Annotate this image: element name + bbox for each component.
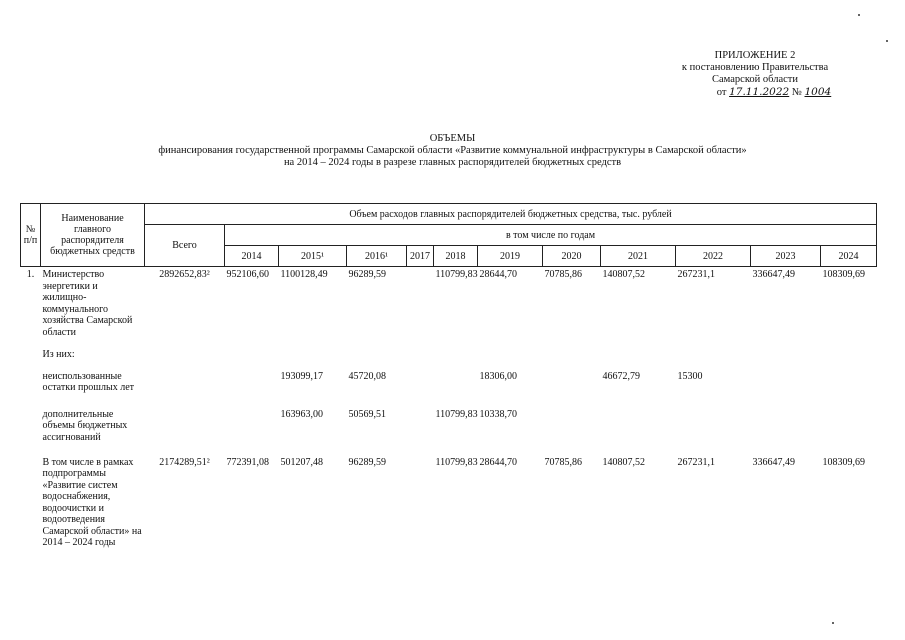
title-line-1: финансирования государственной программы Самарской области «Развитие коммунальной инфраструктуры в Самарской области» <box>158 145 747 156</box>
decree-number: 1004 <box>804 86 832 98</box>
header-num: № п/п <box>21 204 41 267</box>
row-value: 110799,83 <box>435 408 478 420</box>
row-value: 28644,70 <box>479 269 517 280</box>
appendix-block <box>640 50 870 99</box>
row-value: 108309,69 <box>822 456 865 468</box>
row-value: 15300 <box>677 370 703 382</box>
row-num <box>21 369 41 407</box>
row-value: 110799,83 <box>435 269 478 280</box>
row-value <box>676 407 751 455</box>
row-value <box>676 347 751 369</box>
row-value <box>751 407 821 455</box>
row-value: 336647,49 <box>752 456 795 468</box>
header-name: Наименование главного распорядителя бюджетных средств <box>41 204 145 267</box>
row-value: 336647,49 <box>752 269 795 280</box>
appendix-date-line <box>640 86 870 99</box>
row-value <box>225 369 279 407</box>
header-row-2 <box>21 225 877 246</box>
row-value <box>821 347 877 369</box>
row-value <box>821 369 877 407</box>
row-total <box>145 369 225 407</box>
row-value <box>751 347 821 369</box>
header-total: Всего <box>145 225 225 267</box>
row-value <box>347 347 407 369</box>
row-value <box>751 369 821 407</box>
row-value: 952106,60 <box>226 269 269 280</box>
year-header: 2015¹ <box>279 246 347 267</box>
year-header: 2023 <box>751 246 821 267</box>
row-total: 2892652,83² <box>159 269 210 280</box>
header-volume: Объем расходов главных распорядителей бюджетных средства, тыс. рублей <box>145 204 877 225</box>
row-value <box>279 347 347 369</box>
row-value <box>478 347 543 369</box>
row-name: В том числе в рамках подпрограммы «Развитие систем водоснабжения, водоочистки и водоотведения Самарской области» на 2014 – 2024 годы <box>42 456 142 548</box>
row-value <box>601 347 676 369</box>
table-row <box>21 347 877 369</box>
row-value: 50569,51 <box>348 408 386 420</box>
decree-date: 17.11.2022 <box>729 86 790 98</box>
row-value: 70785,86 <box>544 456 582 468</box>
row-value: 267231,1 <box>677 456 715 468</box>
row-value <box>225 407 279 455</box>
appendix-decree-line: к постановлению Правительства <box>681 62 829 73</box>
table-row <box>21 407 877 455</box>
header-by-years: в том числе по годам <box>225 225 877 246</box>
year-header: 2019 <box>478 246 543 267</box>
year-header: 2017 <box>407 246 434 267</box>
row-value: 45720,08 <box>348 370 386 382</box>
row-name: дополнительные объемы бюджетных ассигнований <box>42 408 128 443</box>
row-value <box>407 455 434 555</box>
row-name: Из них: <box>42 348 75 360</box>
row-value: 193099,17 <box>280 370 323 382</box>
row-value: 10338,70 <box>479 408 517 420</box>
row-value <box>225 347 279 369</box>
row-value: 28644,70 <box>479 456 517 468</box>
row-value <box>407 267 434 347</box>
scan-speck <box>858 14 860 16</box>
row-value: 110799,83 <box>435 456 478 468</box>
scan-speck <box>832 622 834 624</box>
date-prefix: от <box>716 87 727 98</box>
row-value <box>434 369 478 407</box>
row-value <box>543 369 601 407</box>
row-value <box>407 407 434 455</box>
row-value: 267231,1 <box>677 269 715 280</box>
row-num: 1. <box>26 269 35 280</box>
row-num <box>21 347 41 369</box>
scan-speck <box>886 40 888 42</box>
year-header: 2014 <box>225 246 279 267</box>
row-name: неиспользованные остатки прошлых лет <box>42 370 134 393</box>
funding-table <box>20 203 877 555</box>
row-total: 2174289,51² <box>159 456 210 468</box>
number-prefix: № <box>791 87 802 98</box>
row-value <box>407 347 434 369</box>
row-value <box>821 407 877 455</box>
year-header: 2021 <box>601 246 676 267</box>
row-value: 163963,00 <box>280 408 323 420</box>
row-value: 18306,00 <box>479 370 517 382</box>
row-value: 140807,52 <box>602 269 645 280</box>
row-value: 772391,08 <box>226 456 269 468</box>
table-row <box>21 455 877 555</box>
year-header: 2024 <box>821 246 877 267</box>
row-value: 70785,86 <box>544 269 582 280</box>
header-row-1 <box>21 204 877 225</box>
year-header: 2016¹ <box>347 246 407 267</box>
row-value: 140807,52 <box>602 456 645 468</box>
row-value <box>601 407 676 455</box>
row-value <box>434 347 478 369</box>
table-row <box>21 369 877 407</box>
row-total <box>145 407 225 455</box>
row-value <box>543 347 601 369</box>
appendix-title: ПРИЛОЖЕНИЕ 2 <box>714 50 796 61</box>
year-header: 2022 <box>676 246 751 267</box>
title-line-2: на 2014 – 2024 годы в разрезе главных распорядителей бюджетных средств <box>283 157 622 168</box>
appendix-region-line: Самарской области <box>712 74 798 85</box>
document-title <box>0 133 905 169</box>
row-value: 96289,59 <box>348 269 386 280</box>
row-value: 1100128,49 <box>280 269 328 280</box>
row-value: 108309,69 <box>822 269 865 280</box>
year-header: 2018 <box>434 246 478 267</box>
row-num <box>21 407 41 455</box>
table-row <box>21 267 877 347</box>
row-value: 46672,79 <box>602 370 640 382</box>
year-header: 2020 <box>543 246 601 267</box>
row-num <box>21 455 41 555</box>
row-value: 96289,59 <box>348 456 386 468</box>
row-name: Министерство энергетики и жилищно-коммунального хозяйства Самарской области <box>42 269 133 338</box>
row-value <box>407 369 434 407</box>
title-heading: ОБЪЕМЫ <box>429 133 476 144</box>
row-value <box>543 407 601 455</box>
row-total <box>145 347 225 369</box>
row-value: 501207,48 <box>280 456 323 468</box>
